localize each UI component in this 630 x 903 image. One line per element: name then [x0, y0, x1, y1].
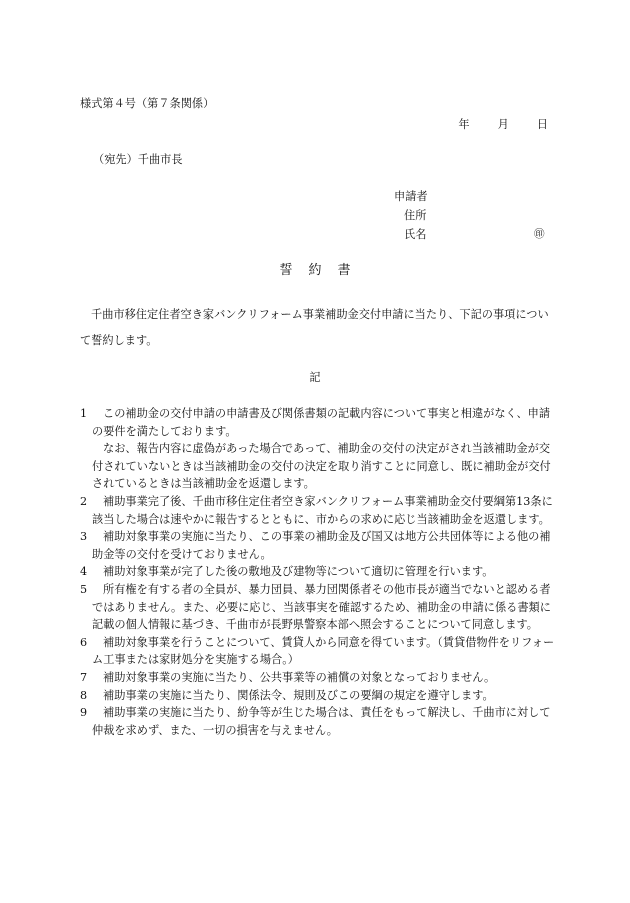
list-item	[80, 634, 555, 669]
item-number: 3	[80, 530, 88, 544]
list-item	[80, 704, 555, 739]
date-month: 月	[497, 118, 509, 131]
list-item	[80, 528, 555, 563]
item-text: 補助対象事業の実施に当たり、この事業の補助金及び国又は地方公共団体等による他の補助金等の交付を受けておりません。	[92, 530, 551, 561]
seal-mark: ㊞	[534, 228, 545, 240]
item-text: 補助対象事業の実施に当たり、公共事業等の補償の対象となっておりません。	[103, 670, 496, 684]
item-text: 補助事業完了後、千曲市移住定住者空き家バンクリフォーム事業補助金交付要綱第13条に該当した場合は速やかに報告するとともに、市からの求めに応じ当該補助金を返還します。	[92, 494, 553, 526]
list-item	[80, 493, 555, 528]
list-item	[80, 405, 555, 440]
form-number: 様式第４号（第７条関係）	[80, 97, 215, 110]
item-number: 6	[80, 635, 88, 649]
applicant-label: 申請者	[394, 190, 428, 203]
item-text: この補助金の交付申請の申請書及び関係書類の記載内容について事実と相違がなく、申請の要件を満たしております。	[92, 407, 551, 438]
item-text: 所有権を有する者の全員が、暴力団員、暴力団関係者その他市長が適当でないと認める者ではありません。また、必要に応じ、当該事実を確認するため、補助金の申請に係る書類に記載の個人情報に基づき、千曲市が長野県警察本部へ照会することについて同意します。	[92, 582, 551, 632]
addressee: （宛先）千曲市長	[93, 153, 183, 166]
address-label: 住所	[404, 209, 427, 222]
list-item	[80, 563, 555, 581]
item-text: 補助事業の実施に当たり、紛争等が生じた場合は、責任をもって解決し、千曲市に対して仲裁を求めず、また、一切の損害を与えません。	[92, 706, 551, 737]
item-number: 7	[80, 670, 88, 684]
date-day: 日	[536, 118, 548, 131]
pledge-list	[80, 405, 555, 739]
list-item	[80, 687, 555, 705]
applicant-row	[394, 189, 554, 208]
date-line	[430, 117, 548, 133]
item-number: 8	[80, 688, 88, 702]
item-text: 補助対象事業が完了した後の敷地及び建物等について適切に管理を行います。	[103, 565, 494, 579]
name-row	[394, 227, 554, 246]
applicant-block	[394, 189, 554, 246]
name-label: 氏名	[404, 228, 427, 241]
item-text: 補助事業の実施に当たり、関係法令、規則及びこの要綱の規定を遵守します。	[103, 688, 494, 702]
item-number: 5	[80, 582, 88, 596]
item-text: 補助対象事業を行うことについて、賃貸人から同意を得ています。（賃貸借物件をリフォーム工事または家財処分を実施する場合。）	[92, 635, 555, 667]
list-item-note: なお、報告内容に虚偽があった場合であって、補助金の交付の決定がされ当該補助金が交付されていないときは当該補助金の交付の決定を取り消すことに同意し、既に補助金が交付されているときは当該補助金を返還します。	[92, 442, 551, 491]
item-number: 2	[80, 494, 88, 508]
list-item	[80, 581, 555, 634]
item-number: 4	[80, 565, 88, 579]
item-number: 1	[80, 407, 88, 420]
address-row	[394, 208, 554, 227]
intro-paragraph: 千曲市移住定住者空き家バンクリフォーム事業補助金交付申請に当たり、下記の事項について誓約します。	[80, 308, 549, 347]
date-year: 年	[458, 118, 470, 131]
ki-heading: 記	[309, 371, 321, 384]
item-number: 9	[80, 706, 88, 720]
list-item	[80, 669, 555, 687]
document-title: 誓約書	[279, 263, 367, 278]
